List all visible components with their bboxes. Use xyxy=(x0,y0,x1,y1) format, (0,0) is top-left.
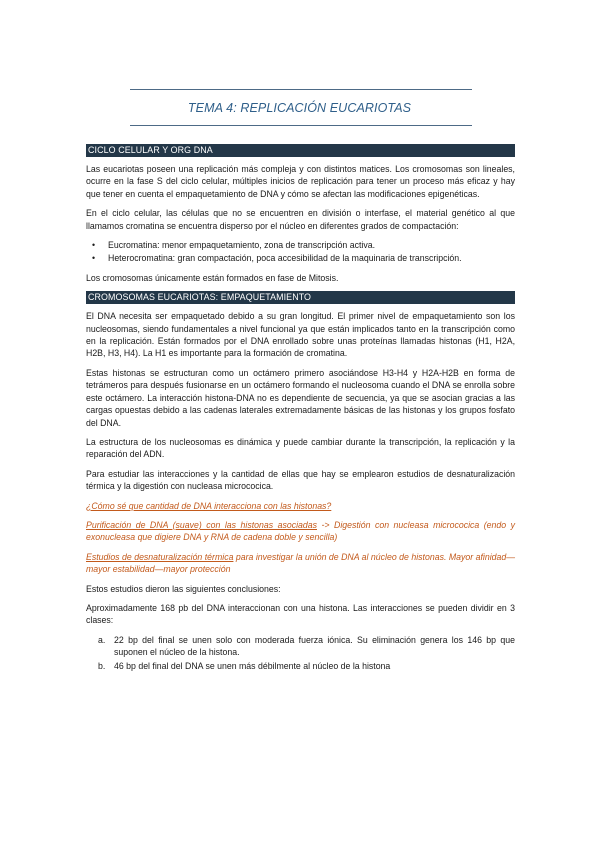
method-title: Purificación de DNA (suave) con las histonas asociadas xyxy=(86,519,317,530)
method-note xyxy=(86,551,515,576)
list-marker: b. xyxy=(98,660,106,671)
question-text: ¿Cómo sé que cantidad de DNA interacciona con las histonas? xyxy=(86,500,332,511)
list-item: • Eucromatina: menor empaquetamiento, zona de transcripción activa. xyxy=(106,239,515,251)
paragraph: Los cromosomas únicamente están formados en fase de Mitosis. xyxy=(86,272,339,283)
paragraph: Estas histonas se estructuran como un octámero primero asociándose H3-H4 y H2A-H2B en forma de tetrámeros para después fusionarse en un octámero formando el nucleosoma cuando el DNA se enrolla sobre este octámero. La interacción histona-DNA no es dependiente de secuencia, ya que se asocian gracias a las cargas opuestas debido a las cadenas laterales extremadamente básicas de las histonas y los grupos fosfato del DNA. xyxy=(86,367,515,428)
section-heading: CICLO CELULAR Y ORG DNA xyxy=(86,144,515,157)
list-item xyxy=(98,660,515,672)
title-rule-bottom xyxy=(130,125,472,126)
page-title: TEMA 4: REPLICACIÓN EUCARIOTAS xyxy=(187,101,412,115)
section-heading: CROMOSOMAS EUCARIOTAS: EMPAQUETAMIENTO xyxy=(86,291,515,304)
paragraph: El DNA necesita ser empaquetado debido a su gran longitud. El primer nivel de empaquetamiento son los nucleosomas, siendo fundamentales a nivel funcional ya que están implicados tanto en la transcripción como en la replicación. Están formados por el DNA enrollado sobre unas proteínas llamadas histonas (H1, H2A, H2B, H3, H4). La H1 es importante para la formación de cromatina. xyxy=(86,311,515,359)
paragraph: Para estudiar las interacciones y la cantidad de ellas que hay se emplearon estudios de desnaturalización térmica y la digestión con nucleasa micrococica. xyxy=(86,468,515,492)
list-item xyxy=(98,634,515,659)
list-text: 46 bp del final del DNA se unen más débilmente al núcleo de la histona xyxy=(114,660,391,671)
question-note xyxy=(86,500,515,512)
paragraph: En el ciclo celular, las células que no se encuentren en división o interfase, el material genético al que llamamos cromatina se encuentra disperso por el núcleo en diferentes grados de compactación: xyxy=(86,208,515,231)
paragraph: Estos estudios dieron las siguientes conclusiones: xyxy=(86,583,281,594)
method-note xyxy=(86,519,515,544)
paragraph: Las eucariotas poseen una replicación más compleja y con distintos matices. Los cromosomas son lineales, ocurre en la fase S del ciclo celular, múltiples inicios de replicación para tener un proceso más eficaz y hay que tener en cuenta el empaquetamiento de DNA y cómo se afectan las modificaciones epigenéticas. xyxy=(86,164,515,199)
document-body xyxy=(86,144,515,679)
title-rule-top xyxy=(130,89,472,90)
list-item: • Heterocromatina: gran compactación, poca accesibilidad de la maquinaria de transcripción. xyxy=(106,252,515,264)
method-detail: -> Digestión con nucleasa micrococica (endo y exonucleasa que digiere DNA y RNA de cadena doble y sencilla) xyxy=(86,519,515,543)
method-title: Estudios de desnaturalización térmica xyxy=(86,551,234,562)
lettered-list xyxy=(86,634,515,672)
list-marker: a. xyxy=(98,634,106,645)
paragraph: La estructura de los nucleosomas es dinámica y puede cambiar durante la transcripción, la replicación y la reparación del ADN. xyxy=(86,436,515,460)
bullet-list xyxy=(86,239,515,265)
list-text: 22 bp del final se unen solo con moderada fuerza iónica. Su eliminación genera los 146 bp que suponen el núcleo de la histona. xyxy=(114,634,515,658)
paragraph: Aproximadamente 168 pb del DNA interaccionan con una histona. Las interacciones se pueden dividir en 3 clases: xyxy=(86,602,515,626)
method-detail: para investigar la unión de DNA al núcleo de histonas. Mayor afinidad—mayor estabilidad—mayor protección xyxy=(86,551,515,575)
